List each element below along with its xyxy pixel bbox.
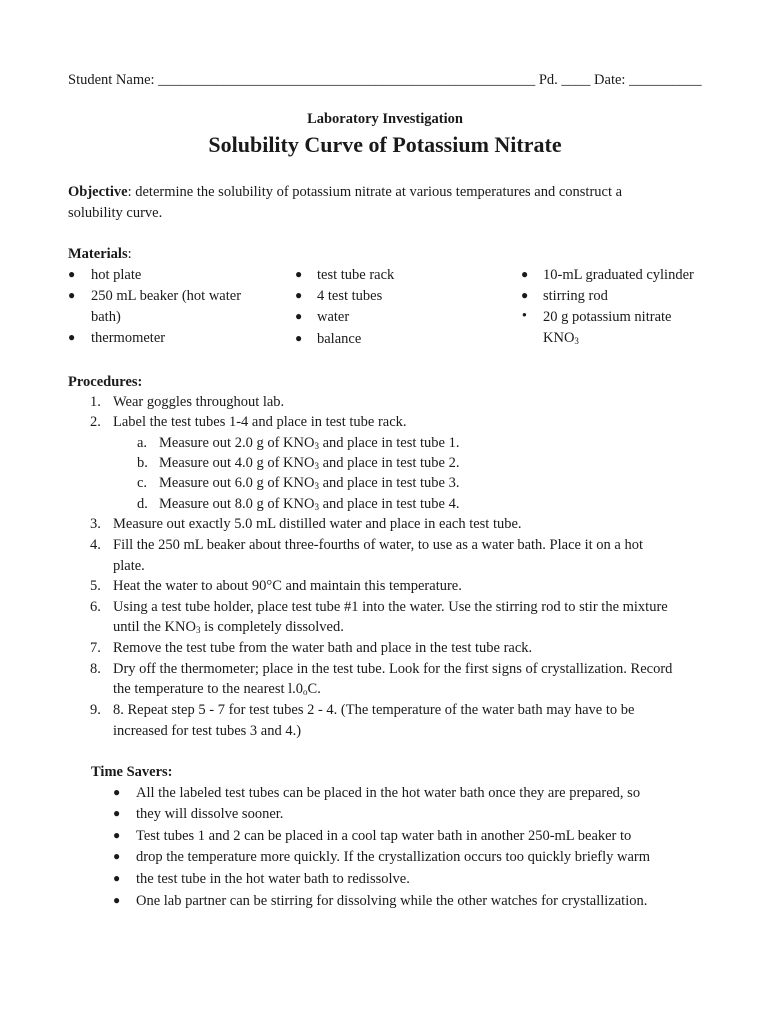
material-item: water [317, 309, 350, 325]
step-text: Fill the 250 mL beaker about three-fourths of water, to use as a water bath. Place it on a hot [113, 537, 643, 553]
step-text: Dry off the thermometer; place in the test tube. Look for the first signs of crystallization. Record [113, 661, 673, 677]
material-item: test tube rack [317, 267, 395, 283]
step-text-cont: increased for test tubes 3 and 4.) [113, 723, 302, 739]
step-number: 2. [90, 414, 101, 430]
material-item: 250 mL beaker (hot water [91, 288, 242, 304]
date-label: Date: [594, 72, 626, 88]
page-title: Solubility Curve of Potassium Nitrate [208, 132, 562, 157]
step-text: Measure out exactly 5.0 mL distilled water and place in each test tube. [113, 516, 522, 532]
substep-text-d: Measure out 8.0 g of KNO [159, 496, 315, 512]
step-text: Label the test tubes 1-4 and place in test tube rack. [113, 414, 407, 430]
step-text-6b: until the KNO [113, 619, 196, 635]
pd-blank: ____ [561, 72, 591, 88]
step-text: Using a test tube holder, place test tube #1 into the water. Use the stirring rod to stir the mixture [113, 599, 668, 615]
time-saver-item: Test tubes 1 and 2 can be placed in a cool tap water bath in another 250-mL beaker to [136, 828, 632, 844]
material-item: balance [317, 331, 362, 347]
subscript: 3 [314, 461, 319, 471]
step-text-cont [113, 679, 321, 702]
date-blank: __________ [629, 72, 702, 88]
bullet-icon: ● [68, 267, 76, 281]
objective-label: Objective [68, 184, 128, 200]
material-item: 4 test tubes [317, 288, 383, 304]
step-number: 7. [90, 640, 101, 656]
subtitle: Laboratory Investigation [307, 111, 463, 127]
bullet-icon: ● [113, 806, 121, 820]
step-text-6b-end: is completely dissolved. [200, 619, 344, 635]
subscript: 3 [314, 441, 319, 451]
objective [68, 182, 622, 202]
subscript: 3 [314, 502, 319, 512]
bullet-icon: ● [295, 309, 303, 323]
kno-subscript: 3 [574, 336, 579, 346]
kno-formula: KNO [543, 330, 575, 346]
objective-text: : determine the solubility of potassium nitrate at various temperatures and construct a [127, 184, 623, 200]
material-item-cont: bath) [91, 309, 121, 325]
objective-text-cont: solubility curve. [68, 205, 163, 221]
step-text-cont [113, 617, 344, 640]
materials-heading [68, 244, 132, 264]
bullet-icon: ● [295, 288, 303, 302]
step-number: 4. [90, 537, 101, 553]
time-saver-item: the test tube in the hot water bath to redissolve. [136, 871, 410, 887]
step-text: Remove the test tube from the water bath and place in the test tube rack. [113, 640, 533, 656]
substep-text-b: Measure out 4.0 g of KNO [159, 455, 315, 471]
step-number: 9. [90, 702, 101, 718]
time-saver-item: One lab partner can be stirring for dissolving while the other watches for crystallization. [136, 893, 648, 909]
bullet-icon: ● [295, 267, 303, 281]
materials-label: Materials [68, 246, 128, 262]
substep-letter: d. [137, 496, 148, 512]
step-text: 8. Repeat step 5 - 7 for test tubes 2 - 4. (The temperature of the water bath may have to be [113, 702, 635, 718]
material-item: hot plate [91, 267, 142, 283]
bullet-icon: ● [521, 288, 529, 302]
material-item: stirring rod [543, 288, 608, 304]
bullet-icon: ● [68, 288, 76, 302]
student-name-label: Student Name: [68, 72, 155, 88]
substep-text-c-end: and place in test tube 3. [318, 475, 460, 491]
subscript: 3 [314, 481, 319, 491]
time-savers-label: Time Savers: [91, 764, 173, 780]
bullet-icon: ● [522, 310, 527, 319]
step-text-8b: the temperature to the nearest l.0 [113, 681, 304, 697]
substep-text-c: Measure out 6.0 g of KNO [159, 475, 315, 491]
student-name-blank: ____________________________________________________ [158, 72, 536, 88]
step-number: 3. [90, 516, 101, 532]
substep-text-d-end: and place in test tube 4. [318, 496, 460, 512]
pd-label: Pd. [538, 72, 558, 88]
step-number: 1. [90, 394, 101, 410]
bullet-icon: ● [521, 267, 529, 281]
time-saver-item: All the labeled test tubes can be placed in the hot water bath once they are prepared, so [136, 785, 641, 801]
material-item: 10-mL graduated cylinder [543, 267, 694, 283]
bullet-icon: ● [113, 785, 121, 799]
material-item: thermometer [91, 330, 166, 346]
subscript: 3 [195, 625, 201, 635]
substep-text [159, 473, 459, 496]
material-item-cont [543, 328, 579, 351]
bullet-icon: ● [295, 331, 303, 345]
step-number: 8. [90, 661, 101, 677]
step-text-cont: plate. [113, 558, 145, 574]
step-text: Wear goggles throughout lab. [113, 394, 285, 410]
substep-text-a: Measure out 2.0 g of KNO [159, 435, 315, 451]
step-number: 5. [90, 578, 101, 594]
bullet-icon: ● [113, 893, 121, 907]
materials-colon: : [127, 246, 132, 262]
step-text-8b-end: C. [307, 681, 321, 697]
time-saver-item: they will dissolve sooner. [136, 806, 284, 822]
bullet-icon: ● [113, 871, 121, 885]
bullet-icon: ● [113, 828, 121, 842]
bullet-icon: ● [113, 849, 121, 863]
procedures-label: Procedures: [68, 374, 143, 390]
bullet-icon: ● [68, 330, 76, 344]
substep-text-b-end: and place in test tube 2. [318, 455, 460, 471]
step-text: Heat the water to about 90°C and maintain this temperature. [113, 578, 462, 594]
time-saver-item: drop the temperature more quickly. If the crystallization occurs too quickly briefly warm [136, 849, 651, 865]
subscript: o [303, 687, 308, 697]
substep-letter: c. [137, 475, 148, 491]
substep-letter: b. [137, 455, 148, 471]
substep-letter: a. [137, 435, 148, 451]
substep-text-a-end: and place in test tube 1. [318, 435, 460, 451]
student-name-row [68, 72, 702, 89]
step-number: 6. [90, 599, 101, 615]
material-item: 20 g potassium nitrate [543, 309, 672, 325]
